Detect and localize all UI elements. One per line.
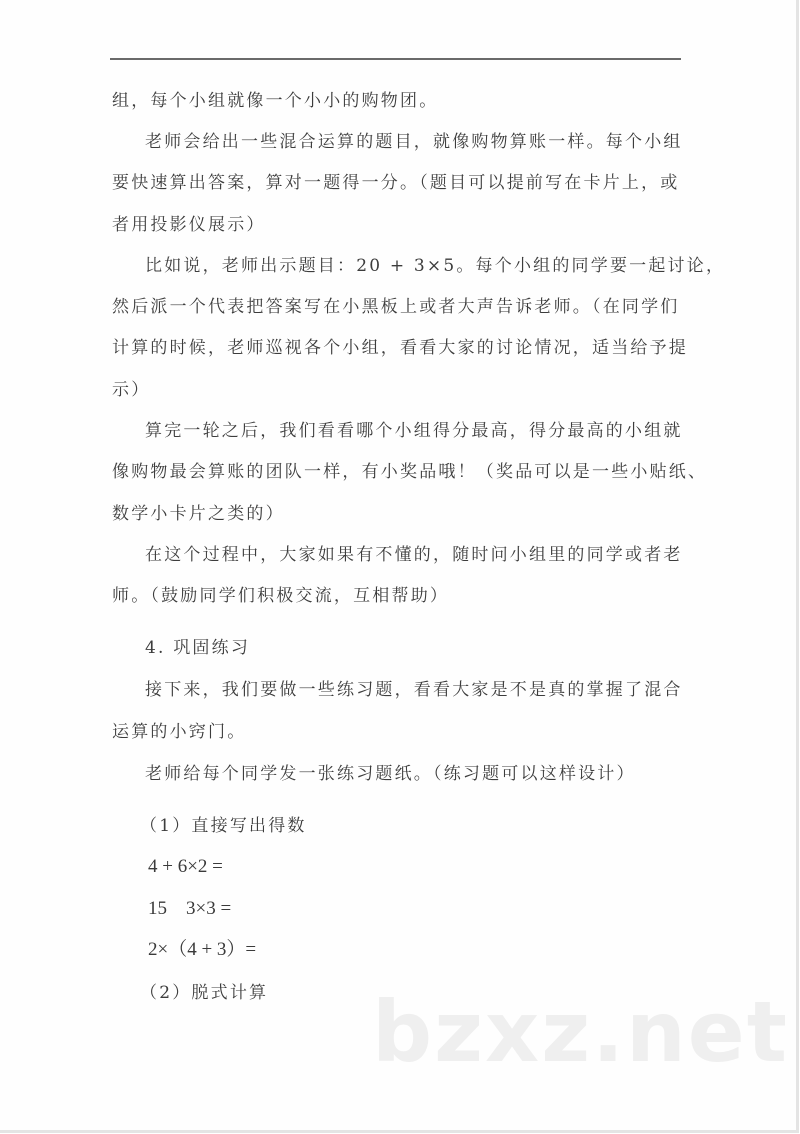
paragraph-line: 在这个过程中，大家如果有不懂的，随时问小组里的同学或者老 [145, 545, 683, 565]
paragraph-line: 算完一轮之后，我们看看哪个小组得分最高，得分最高的小组就 [145, 421, 683, 441]
paragraph-line: 接下来，我们要做一些练习题，看看大家是不是真的掌握了混合 [145, 680, 683, 700]
paragraph-line: 老师会给出一些混合运算的题目，就像购物算账一样。每个小组 [145, 132, 683, 152]
paragraph-line: 然后派一个代表把答案写在小黑板上或者大声告诉老师。（在同学们 [112, 297, 680, 317]
equation: 2×（4 + 3）= [148, 939, 257, 960]
paragraph-line: 要快速算出答案，算对一题得一分。（题目可以提前写在卡片上，或 [112, 173, 680, 193]
equation: 4 + 6×2 = [148, 856, 223, 877]
paragraph-line: 示） [112, 380, 151, 400]
paragraph-line: 数学小卡片之类的） [112, 504, 285, 524]
paragraph-line: 师。（鼓励同学们积极交流，互相帮助） [112, 586, 450, 606]
header-rule [110, 58, 681, 60]
equation: 15 3×3 = [148, 898, 232, 919]
paragraph-line: 者用投影仪展示） [112, 215, 266, 235]
exercise-heading-1: （1）直接写出得数 [140, 816, 307, 836]
exercise-heading-2: （2）脱式计算 [140, 983, 269, 1003]
paragraph-line: 计算的时候，老师巡视各个小组，看看大家的讨论情况，适当给予提 [112, 338, 688, 358]
paragraph-line: 运算的小窍门。 [112, 722, 247, 742]
section-heading: 4. 巩固练习 [145, 638, 251, 658]
paragraph-line: 比如说，老师出示题目：20 + 3×5。每个小组的同学要一起讨论， [145, 256, 726, 276]
paragraph-line: 组，每个小组就像一个小小的购物团。 [112, 91, 439, 111]
paragraph-line: 老师给每个同学发一张练习题纸。（练习题可以这样设计） [145, 764, 636, 784]
paragraph-line: 像购物最会算账的团队一样，有小奖品哦！（奖品可以是一些小贴纸、 [112, 462, 708, 482]
watermark: bzxz.net [372, 983, 789, 1081]
